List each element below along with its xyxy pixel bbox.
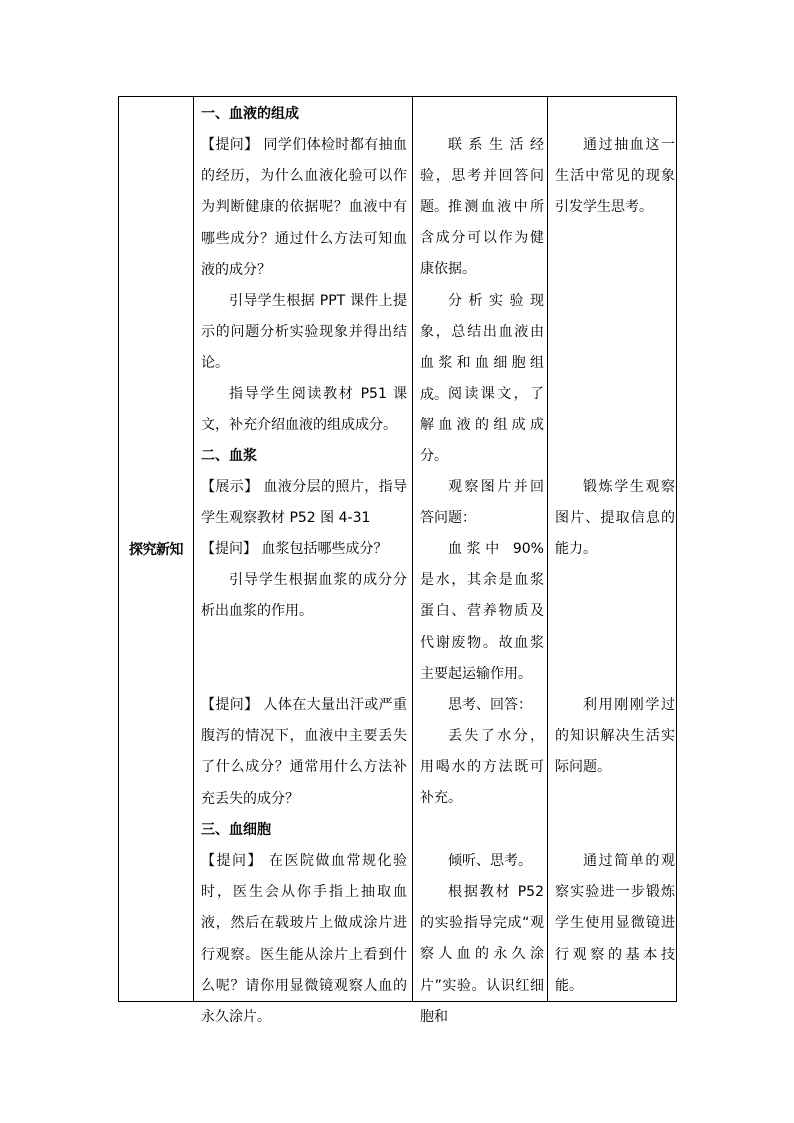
design-intent-4: 通过简单的观察实验进一步锻炼学生使用显微镜进行观察的基本技能。 [555,853,675,994]
teacher-activity-cell [194,97,413,1026]
student-activity-7: 思考、回答： [448,697,532,713]
table-row [119,97,677,1002]
question-tag: 【提问】 [201,697,259,713]
question-tag: 【提问】 [201,137,259,153]
student-activity-4: 阅读课文，了解血液的组成成分。 [420,386,544,465]
design-intent-1: 通过抽血这一生活中常见的现象引发学生思考。 [555,137,675,216]
student-activity-2: 推测血液中所含成分可以作为健康依据。 [420,199,544,278]
student-activity-9: 倾听、思考。 [448,853,532,869]
student-activity-1: 联系生活经验，思考并回答问题。 [420,137,544,216]
stage-cell [119,97,194,1002]
question-tag: 【提问】 [201,541,257,557]
design-intent-cell [548,97,677,1002]
student-activity-5: 观察图片并回答问题： [420,479,544,527]
lesson-plan-table [118,96,677,1026]
teacher-question-1: 【提问】 同学们体检时都有抽血的经历，为什么血液化验可以作为判断健康的依据呢？血液中有哪些成分？通过什么方法可知血液的成分？ [201,137,408,278]
teacher-guide-2: 指导学生阅读教材 P51 课文，补充介绍血液的组成成分。 [201,386,407,434]
student-activity-cell [413,97,548,1025]
student-activity-6: 血浆中 90% 是水，其余是血浆蛋白、营养物质及代谢废物。故血浆主要起运输作用。 [420,541,544,682]
teacher-guide-3: 引导学生根据血浆的成分分析出血浆的作用。 [201,572,407,620]
design-intent-3: 利用刚刚学过的知识解决生活实际问题。 [555,697,675,776]
teacher-guide-1: 引导学生根据 PPT 课件上提示的问题分析实验现象并得出结论。 [201,293,407,372]
section-heading-blood-cells: 三、血细胞 [201,822,271,838]
student-activity-3: 分析实验现象，总结出血液由血浆和血细胞组成。 [420,293,544,403]
section-heading-plasma: 二、血浆 [201,448,257,464]
teacher-question-4: 【提问】 在医院做血常规化验时，医生会从你手指上抽取血液，然后在载玻片上做成涂片进行观察。医生能从涂片上看到什么呢？请你用显微镜观察人血的永久涂片。 [201,853,407,1026]
display-tag: 【展示】 [201,479,259,495]
teacher-display-1: 【展示】 血液分层的照片，指导学生观察教材 P52 图 4-31 [201,479,408,527]
stage-label: 探究新知 [129,542,183,558]
teacher-question-3: 【提问】 人体在大量出汗或严重腹泻的情况下，血液中主要丢失了什么成分？通常用什么方法补充丢失的成分？ [201,697,408,807]
student-activity-8: 丢失了水分，用喝水的方法既可补充。 [420,728,544,807]
student-activity-10: 根据教材 P52 的实验指导完成“观察人血的永久涂片”实验。认识红细胞和 [420,884,544,1025]
teacher-question-2: 【提问】 血浆包括哪些成分？ [201,541,388,557]
section-heading-composition: 一、血液的组成 [201,106,299,122]
question-tag: 【提问】 [201,853,264,869]
design-intent-2: 锻炼学生观察图片、提取信息的能力。 [555,479,675,558]
